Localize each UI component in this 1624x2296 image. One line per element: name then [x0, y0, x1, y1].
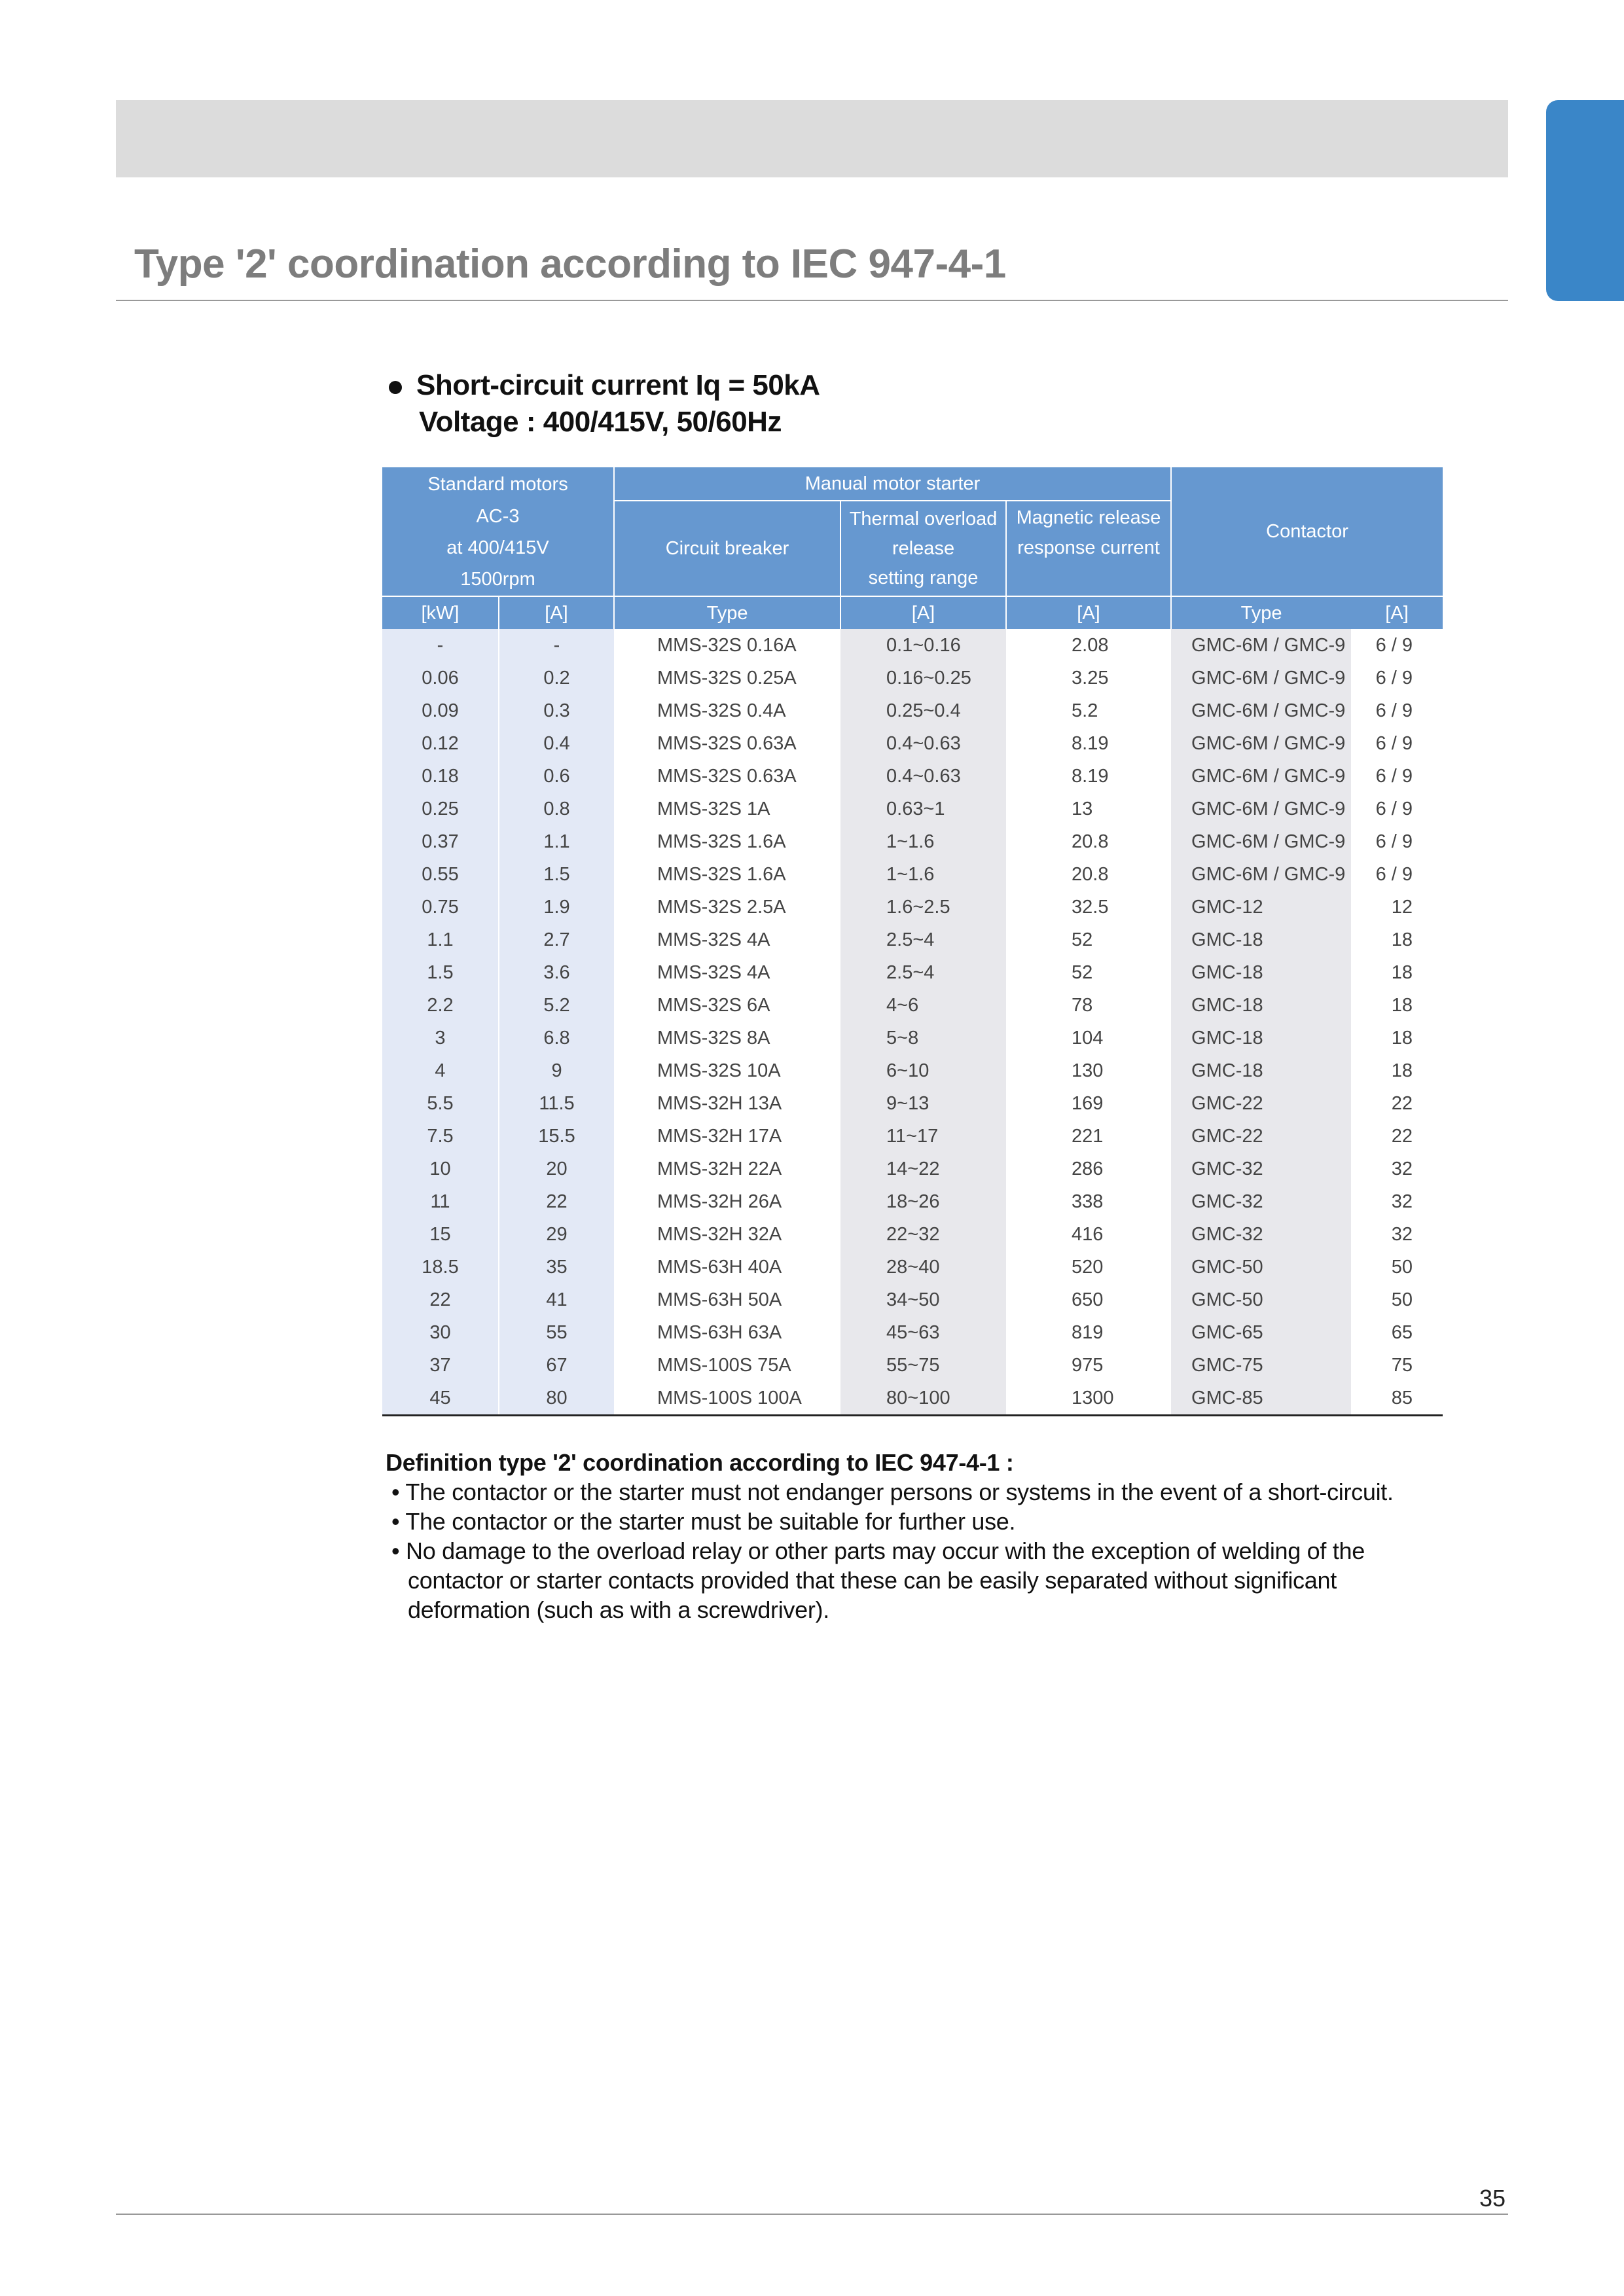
cell-magnetic-current: 286 [1072, 1158, 1104, 1179]
cell-breaker-type: MMS-100S 100A [614, 1382, 840, 1416]
coordination-table [382, 467, 1443, 1416]
definition-item-3: • No damage to the overload relay or other parts may occur with the exception of welding of the [391, 1537, 1365, 1564]
cell-breaker-type: MMS-32S 2.5A [657, 896, 786, 918]
cell-contactor-type: GMC-6M / GMC-9 [1171, 793, 1351, 825]
page-title: Type '2' coordination according to IEC 947-4-1 [134, 242, 1006, 287]
cell-contactor-type: GMC-32 [1171, 1185, 1351, 1218]
cell-contactor-current: 75 [1391, 1354, 1413, 1376]
table-row [382, 1054, 1443, 1087]
units-row [382, 596, 1443, 629]
cell-power-kw: 7.5 [382, 1120, 499, 1153]
cell-breaker-type: MMS-32S 4A [657, 929, 770, 950]
cell-motor-current: 1.1 [499, 825, 614, 858]
cell-breaker-type: MMS-32S 0.16A [657, 634, 797, 656]
cell-magnetic-current: 416 [1072, 1223, 1104, 1245]
cell-magnetic-current: 13 [1072, 798, 1093, 819]
unit-kw: [kW] [382, 596, 499, 629]
cell-power-kw: 4 [382, 1054, 499, 1087]
table-row [382, 858, 1443, 891]
cell-magnetic-current: 975 [1072, 1354, 1104, 1376]
cell-motor-current: 55 [499, 1316, 614, 1349]
unit-motor-current: [A] [499, 596, 614, 629]
cell-motor-current: 1.5 [499, 858, 614, 891]
cell-thermal-range: 34~50 [840, 1283, 1006, 1316]
cell-contactor-type: GMC-18 [1171, 956, 1351, 989]
cell-power-kw: 5.5 [382, 1087, 499, 1120]
cell-thermal-range: 18~26 [840, 1185, 1006, 1218]
cell-magnetic-current: 650 [1072, 1289, 1104, 1310]
cell-motor-current: 11.5 [499, 1087, 614, 1120]
cell-magnetic-current: 221 [1072, 1125, 1104, 1147]
cell-breaker-type: MMS-63H 40A [657, 1256, 782, 1278]
cell-thermal-range: 9~13 [840, 1087, 1006, 1120]
header-magnetic-line1: Magnetic release [1016, 507, 1161, 528]
table-row [382, 1185, 1443, 1218]
table-row [382, 760, 1443, 793]
cell-motor-current: 15.5 [499, 1120, 614, 1153]
cell-power-kw: 0.06 [382, 662, 499, 694]
cell-breaker-type: MMS-32S 0.25A [657, 667, 797, 689]
cell-contactor-type: GMC-65 [1171, 1316, 1351, 1349]
cell-power-kw: 22 [382, 1283, 499, 1316]
cell-motor-current: 0.4 [499, 727, 614, 760]
cell-breaker-type: MMS-32S 1.6A [657, 831, 786, 852]
cell-magnetic-current: 338 [1072, 1191, 1104, 1212]
header-contactor: Contactor [1171, 467, 1443, 596]
cell-contactor-type: GMC-50 [1171, 1283, 1351, 1316]
cell-contactor-current: 6 / 9 [1375, 765, 1413, 787]
cell-magnetic-current: 520 [1072, 1256, 1104, 1278]
cell-power-kw: - [382, 629, 499, 662]
cell-contactor-current: 85 [1351, 1382, 1443, 1416]
cell-power-kw: 10 [382, 1153, 499, 1185]
table-row [382, 1087, 1443, 1120]
cell-contactor-type: GMC-6M / GMC-9 [1171, 760, 1351, 793]
cell-magnetic-current: 8.19 [1072, 732, 1109, 754]
cell-thermal-range: 55~75 [840, 1349, 1006, 1382]
cell-breaker-type: MMS-32S 1.6A [657, 863, 786, 885]
table-row [382, 924, 1443, 956]
cell-motor-current: 3.6 [499, 956, 614, 989]
header-circuit-breaker: Circuit breaker [614, 501, 840, 596]
definition-item-3-cont: deformation (such as with a screwdriver). [408, 1596, 829, 1623]
cell-breaker-type: MMS-32S 0.4A [657, 700, 786, 721]
cell-thermal-range: 1~1.6 [840, 825, 1006, 858]
section-tab [1546, 100, 1624, 301]
cell-power-kw: 0.55 [382, 858, 499, 891]
cell-motor-current: 0.3 [499, 694, 614, 727]
cell-motor-current: 2.7 [499, 924, 614, 956]
cell-contactor-current: 6 / 9 [1375, 831, 1413, 852]
table-row [382, 1218, 1443, 1251]
cell-motor-current: 29 [499, 1218, 614, 1251]
definition-item-2: • The contactor or the starter must be suitable for further use. [391, 1508, 1016, 1535]
cell-magnetic-current: 169 [1072, 1092, 1104, 1114]
cell-magnetic-current: 52 [1072, 929, 1093, 950]
cell-thermal-range: 22~32 [840, 1218, 1006, 1251]
cell-breaker-type: MMS-32H 22A [657, 1158, 782, 1179]
cell-thermal-range: 0.63~1 [840, 793, 1006, 825]
unit-thermal-current: [A] [840, 596, 1006, 629]
cell-contactor-type: GMC-18 [1171, 1022, 1351, 1054]
cell-motor-current: 0.8 [499, 793, 614, 825]
cell-contactor-type: GMC-75 [1171, 1349, 1351, 1382]
cell-motor-current: 80 [499, 1382, 614, 1416]
cell-contactor-current: 18 [1391, 994, 1413, 1016]
cell-contactor-type: GMC-32 [1171, 1153, 1351, 1185]
cell-contactor-current: 6 / 9 [1375, 732, 1413, 754]
table-row [382, 1382, 1443, 1416]
cell-contactor-type: GMC-22 [1171, 1120, 1351, 1153]
cell-power-kw: 1.1 [382, 924, 499, 956]
title-divider [116, 300, 1508, 301]
header-manual-motor-starter: Manual motor starter [614, 467, 1171, 501]
cell-magnetic-current: 78 [1072, 994, 1093, 1016]
cell-contactor-current: 32 [1391, 1158, 1413, 1179]
cell-magnetic-current: 52 [1072, 961, 1093, 983]
cell-contactor-type: GMC-6M / GMC-9 [1171, 662, 1351, 694]
cell-contactor-current: 32 [1391, 1223, 1413, 1245]
cell-contactor-current: 6 / 9 [1375, 700, 1413, 721]
cell-contactor-current: 6 / 9 [1375, 667, 1413, 689]
table-row [382, 1316, 1443, 1349]
cell-motor-current: 20 [499, 1153, 614, 1185]
table-row [382, 825, 1443, 858]
cell-contactor-type: GMC-12 [1171, 891, 1351, 924]
cell-contactor-current: 50 [1391, 1289, 1413, 1310]
cell-breaker-type: MMS-32H 13A [657, 1092, 782, 1114]
cell-motor-current: 22 [499, 1185, 614, 1218]
cell-thermal-range: 1.6~2.5 [840, 891, 1006, 924]
cell-breaker-type: MMS-63H 63A [657, 1321, 782, 1343]
cell-power-kw: 3 [382, 1022, 499, 1054]
cell-contactor-type: GMC-6M / GMC-9 [1171, 858, 1351, 891]
cell-motor-current: 9 [499, 1054, 614, 1087]
cell-magnetic-current: 5.2 [1072, 700, 1098, 721]
cell-contactor-current: 18 [1391, 1027, 1413, 1049]
cell-thermal-range: 2.5~4 [840, 956, 1006, 989]
cell-breaker-type: MMS-32S 1A [657, 798, 770, 819]
cell-thermal-range: 28~40 [840, 1251, 1006, 1283]
cell-motor-current: - [499, 629, 614, 662]
cell-power-kw: 0.25 [382, 793, 499, 825]
cell-breaker-type: MMS-32S 6A [657, 994, 770, 1016]
table-row [382, 1022, 1443, 1054]
cell-power-kw: 2.2 [382, 989, 499, 1022]
cell-contactor-current: 18 [1391, 1060, 1413, 1081]
cell-contactor-type: GMC-6M / GMC-9 [1171, 629, 1351, 662]
cell-magnetic-current: 819 [1072, 1321, 1104, 1343]
cell-power-kw: 45 [382, 1382, 499, 1416]
table-row [382, 727, 1443, 760]
table-row [382, 989, 1443, 1022]
header-bar [116, 100, 1508, 177]
unit-contactor-type: Type [1171, 596, 1351, 629]
cell-contactor-type: GMC-18 [1171, 924, 1351, 956]
cell-breaker-type: MMS-32S 0.63A [657, 765, 797, 787]
header-thermal-line3: setting range [868, 567, 979, 588]
cell-power-kw: 0.75 [382, 891, 499, 924]
cell-contactor-type: GMC-18 [1171, 1054, 1351, 1087]
cell-breaker-type: MMS-32S 8A [657, 1027, 770, 1049]
table-row [382, 662, 1443, 694]
cell-power-kw: 0.37 [382, 825, 499, 858]
cell-magnetic-current: 3.25 [1072, 667, 1109, 689]
cell-thermal-range: 0.16~0.25 [840, 662, 1006, 694]
cell-motor-current: 5.2 [499, 989, 614, 1022]
cell-breaker-type: MMS-100S 75A [657, 1354, 791, 1376]
cell-motor-current: 6.8 [499, 1022, 614, 1054]
cell-breaker-type: MMS-32H 26A [657, 1191, 782, 1212]
header-magnetic-line2: response current [1017, 537, 1160, 558]
cell-contactor-current: 65 [1391, 1321, 1413, 1343]
cell-contactor-current: 6 / 9 [1375, 863, 1413, 885]
cell-contactor-current: 32 [1391, 1191, 1413, 1212]
table-row [382, 1120, 1443, 1153]
table-row [382, 1153, 1443, 1185]
cell-thermal-range: 0.4~0.63 [840, 760, 1006, 793]
cell-motor-current: 41 [499, 1283, 614, 1316]
cell-thermal-range: 1~1.6 [840, 858, 1006, 891]
cell-magnetic-current: 8.19 [1072, 765, 1109, 787]
header-thermal-overload [840, 501, 1006, 596]
table-row [382, 629, 1443, 662]
cell-breaker-type: MMS-32H 32A [657, 1223, 782, 1245]
cell-contactor-type: GMC-50 [1171, 1251, 1351, 1283]
table-row [382, 1283, 1443, 1316]
cell-thermal-range: 0.1~0.16 [840, 629, 1006, 662]
footer-divider [116, 2214, 1508, 2215]
cell-power-kw: 15 [382, 1218, 499, 1251]
table-row [382, 891, 1443, 924]
cell-contactor-current: 6 / 9 [1375, 798, 1413, 819]
cell-thermal-range: 14~22 [840, 1153, 1006, 1185]
table-row [382, 793, 1443, 825]
cell-magnetic-current: 20.8 [1072, 863, 1109, 885]
cell-thermal-range: 2.5~4 [840, 924, 1006, 956]
unit-breaker-type: Type [614, 596, 840, 629]
cell-motor-current: 1.9 [499, 891, 614, 924]
cell-contactor-current: 22 [1391, 1125, 1413, 1147]
cell-contactor-type: GMC-22 [1171, 1087, 1351, 1120]
cell-breaker-type: MMS-32S 10A [657, 1060, 781, 1081]
cell-power-kw: 0.12 [382, 727, 499, 760]
cell-motor-current: 0.6 [499, 760, 614, 793]
cell-contactor-type: GMC-85 [1171, 1382, 1351, 1416]
header-thermal-line1: Thermal overload [849, 508, 998, 529]
table-row [382, 1251, 1443, 1283]
cell-thermal-range: 6~10 [840, 1054, 1006, 1087]
cell-thermal-range: 45~63 [840, 1316, 1006, 1349]
cell-power-kw: 37 [382, 1349, 499, 1382]
header-standard-motors: Standard motors [382, 467, 614, 501]
cell-motor-current: 35 [499, 1251, 614, 1283]
table-row [382, 1349, 1443, 1382]
cell-magnetic-current: 1300 [1006, 1382, 1171, 1416]
cell-breaker-type: MMS-32H 17A [657, 1125, 782, 1147]
cell-contactor-current: 22 [1391, 1092, 1413, 1114]
header-voltage: at 400/415V [446, 537, 549, 558]
cell-magnetic-current: 20.8 [1072, 831, 1109, 852]
cell-thermal-range: 5~8 [840, 1022, 1006, 1054]
cell-magnetic-current: 130 [1072, 1060, 1104, 1081]
header-ac3: AC-3 [476, 506, 520, 527]
table-body [382, 629, 1443, 1416]
cell-power-kw: 18.5 [382, 1251, 499, 1283]
cell-thermal-range: 11~17 [840, 1120, 1006, 1153]
unit-contactor-current: [A] [1351, 596, 1443, 629]
short-circuit-condition: Short-circuit current Iq = 50kA [416, 369, 820, 401]
cell-thermal-range: 0.4~0.63 [840, 727, 1006, 760]
cell-power-kw: 0.09 [382, 694, 499, 727]
cell-thermal-range: 0.25~0.4 [840, 694, 1006, 727]
cell-power-kw: 30 [382, 1316, 499, 1349]
voltage-condition: Voltage : 400/415V, 50/60Hz [419, 406, 782, 438]
cell-motor-current: 67 [499, 1349, 614, 1382]
table-row [382, 694, 1443, 727]
definition-title: Definition type '2' coordination according to IEC 947-4-1 : [386, 1449, 1014, 1476]
cell-contactor-type: GMC-6M / GMC-9 [1171, 727, 1351, 760]
cell-contactor-current: 50 [1391, 1256, 1413, 1278]
cell-magnetic-current: 32.5 [1072, 896, 1109, 918]
header-motor-spec [382, 501, 614, 596]
cell-breaker-type: MMS-63H 50A [657, 1289, 782, 1310]
table-row [382, 956, 1443, 989]
cell-breaker-type: MMS-32S 0.63A [657, 732, 797, 754]
page-number: 35 [1479, 2185, 1506, 2212]
cell-thermal-range: 4~6 [840, 989, 1006, 1022]
definition-item-1: • The contactor or the starter must not endanger persons or systems in the event of a short-circuit. [391, 1479, 1394, 1505]
cell-motor-current: 0.2 [499, 662, 614, 694]
cell-contactor-current: 12 [1391, 896, 1413, 918]
cell-power-kw: 11 [382, 1185, 499, 1218]
header-rpm: 1500rpm [460, 569, 535, 590]
cell-power-kw: 1.5 [382, 956, 499, 989]
cell-contactor-current: 6 / 9 [1375, 634, 1413, 656]
cell-magnetic-current: 2.08 [1072, 634, 1109, 656]
cell-breaker-type: MMS-32S 4A [657, 961, 770, 983]
cell-power-kw: 0.18 [382, 760, 499, 793]
cell-contactor-type: GMC-6M / GMC-9 [1171, 694, 1351, 727]
unit-magnetic-current: [A] [1006, 596, 1171, 629]
bullet-icon [389, 381, 402, 394]
cell-contactor-type: GMC-18 [1171, 989, 1351, 1022]
header-thermal-line2: release [892, 537, 955, 559]
cell-contactor-type: GMC-6M / GMC-9 [1171, 825, 1351, 858]
definition-item-3-cont: contactor or starter contacts provided that these can be easily separated without significant [408, 1567, 1337, 1594]
cell-thermal-range: 80~100 [840, 1382, 1006, 1416]
cell-contactor-current: 18 [1391, 961, 1413, 983]
cell-contactor-type: GMC-32 [1171, 1218, 1351, 1251]
header-magnetic-release [1006, 501, 1171, 596]
cell-contactor-current: 18 [1391, 929, 1413, 950]
cell-magnetic-current: 104 [1072, 1027, 1104, 1049]
